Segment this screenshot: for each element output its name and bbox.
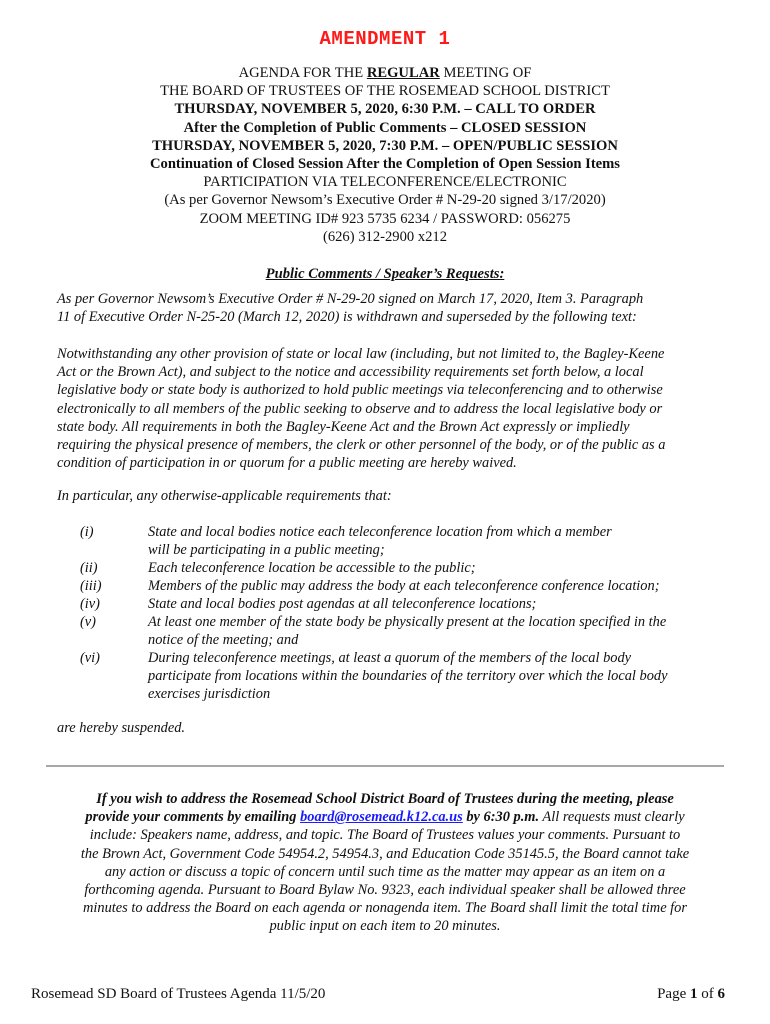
regular-emphasis: REGULAR (366, 65, 440, 81)
list-number: (v) (80, 614, 96, 630)
list-number: (iii) (80, 578, 102, 594)
horizontal-divider (46, 765, 724, 767)
list-item: (ii) Each teleconference location be accessible to the public; (80, 560, 476, 576)
zoom-meeting-info: ZOOM MEETING ID# 923 5735 6234 / PASSWORD: 056275 (199, 210, 571, 227)
amendment-title: AMENDMENT 1 (319, 28, 451, 50)
total-pages: 6 (717, 986, 725, 1002)
email-link[interactable]: board@rosemead.k12.ca.us (300, 809, 463, 826)
list-number: (ii) (80, 560, 98, 576)
speaker-notice: If you wish to address the Rosemead School District Board of Trustees during the meeting, please provide your comments by emailing board@rosemead.k12.ca.us by 6:30 p.m. All requests must clearly include: Speakers name, address, and topic. The Board of Trustees values your comments. Pursuant to the Brown Act, Government Code 54954.2, 54954.3, and Education Code 35145.5, the Board cannot take any action or discuss a topic of concern until such time as the matter may appear as an item on a forthcoming agenda. Pursuant to Board Bylaw No. 9323, each individual speaker shall be allowed three minutes to address the Board on each agenda or nonagenda item. The Board shall limit the total time for public input on each item to 20 minutes. (80, 791, 690, 935)
phone-number: (626) 312-2900 x212 (322, 228, 448, 245)
paragraph-executive-order: As per Governor Newsom’s Executive Order # N-29-20 signed on March 17, 2020, Item 3. Paragraph 11 of Executive Order N-25-20 (March 12, 2020) is withdrawn and superseded by the following text: (57, 291, 644, 326)
list-item: (iv) State and local bodies post agendas at all teleconference locations; (80, 596, 537, 612)
paragraph-notwithstanding: Notwithstanding any other provision of state or local law (including, but not limited to, the Bagley-Keene Act or the Brown Act), and subject to the notice and accessibility requirements set forth below, a local legislative body or state body is authorized to hold public meetings via teleconferencing and to otherwise electronically to all members of the public seeking to observe and to address the local legislative body or state body. All requirements in both the Bagley-Keene Act and the Brown Act expressly or impliedly requiring the physical presence of members, the clerk or other personnel of the body, or of the public as a condition of participation in or quorum for a public meeting are hereby waived. (57, 346, 666, 472)
header-line-5: THURSDAY, NOVEMBER 5, 2020, 7:30 P.M. – OPEN/PUBLIC SESSION (152, 137, 618, 154)
paragraph-in-particular: In particular, any otherwise-applicable requirements that: (57, 488, 392, 504)
list-item: (vi) During teleconference meetings, at least a quorum of the members of the local body participate from locations within the boundaries of the territory over which the local body exercises jurisdiction (80, 650, 668, 702)
list-item: (i) State and local bodies notice each teleconference location from which a member will be participating in a public meeting; (80, 524, 612, 558)
footer-title: Rosemead SD Board of Trustees Agenda 11/5/20 (31, 986, 326, 1002)
requirements-list (80, 523, 720, 703)
header-line-2: THE BOARD OF TRUSTEES OF THE ROSEMEAD SCHOOL DISTRICT (160, 83, 610, 100)
current-page: 1 (690, 986, 698, 1002)
list-item: (v) At least one member of the state body be physically present at the location specified in the notice of the meeting; and (80, 614, 667, 648)
header-line-1: AGENDA FOR THE REGULAR MEETING OF (238, 65, 532, 81)
list-number: (vi) (80, 650, 100, 666)
list-item: (iii) Members of the public may address the body at each teleconference conference location; (80, 578, 660, 594)
page-number: Page 1 of 6 (657, 986, 725, 1002)
header-line-3: THURSDAY, NOVEMBER 5, 2020, 6:30 P.M. – CALL TO ORDER (174, 101, 596, 118)
header-line-6: Continuation of Closed Session After the Completion of Open Session Items (149, 156, 620, 173)
header-line-8: (As per Governor Newsom’s Executive Order # N-29-20 signed 3/17/2020) (164, 192, 606, 209)
list-number: (iv) (80, 596, 100, 612)
section-title: Public Comments / Speaker’s Requests: (265, 266, 505, 282)
list-number: (i) (80, 524, 94, 540)
agenda-header (0, 64, 770, 246)
header-line-7: PARTICIPATION VIA TELECONFERENCE/ELECTRONIC (203, 174, 567, 191)
paragraph-suspended: are hereby suspended. (57, 720, 186, 736)
header-line-4: After the Completion of Public Comments – CLOSED SESSION (183, 119, 587, 136)
